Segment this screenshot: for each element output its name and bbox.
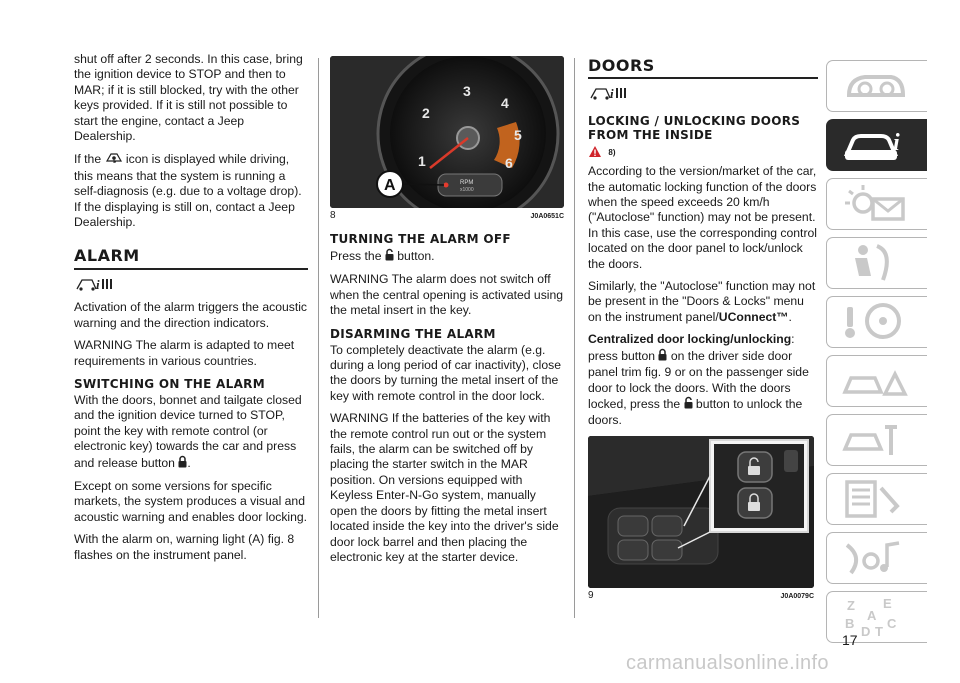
tab-warning-lights[interactable] — [826, 178, 927, 230]
section-heading-alarm: ALARM — [74, 248, 308, 269]
paragraph: WARNING If the batteries of the key with the remote control run out or the system fails, the alarm can be switched off by placing the starter switch in the MAR position. On versions equipped with Keyless Enter-N-Go system, manually open the doors by fitting the metal insert located inside the key into the driver's side door lock barrel and then placing the electronic key at the starter device. — [330, 411, 559, 564]
door-panel-figure — [588, 436, 814, 588]
svg-text:i: i — [893, 130, 900, 156]
warning-triangle-icon — [588, 145, 602, 162]
page-number: 17 — [842, 632, 858, 648]
section-heading-doors: DOORS — [588, 58, 818, 79]
general-info-icon — [588, 85, 818, 105]
dial-number: 2 — [422, 105, 430, 121]
warning-reference: 8) — [588, 145, 818, 162]
figure-caption — [330, 208, 564, 222]
paragraph: WARNING The alarm is adapted to meet requirements in various countries. — [74, 338, 295, 368]
warning-lights-icon — [841, 183, 913, 225]
svg-text:i: i — [96, 276, 100, 292]
rpm-sub-label: x1000 — [460, 187, 474, 193]
figure-code: J0A0079C — [780, 592, 814, 600]
figure-number: 8 — [330, 210, 336, 221]
column-3 — [588, 52, 818, 602]
svg-text:A: A — [867, 608, 877, 623]
dial-number: 1 — [418, 153, 426, 169]
emergency-icon — [841, 360, 913, 402]
lock-icon — [658, 348, 667, 365]
immobilizer-key-icon — [105, 151, 123, 168]
dashboard-icon — [841, 65, 913, 107]
paragraph: If the icon is displayed while driving, this means that the system is running a self-diagnosis (e.g. due to a voltage drop). If the displaying is still on, contact a Jeep Dealership. — [74, 152, 302, 230]
car-info-icon — [841, 124, 913, 166]
tab-service[interactable] — [826, 414, 927, 466]
svg-text:C: C — [887, 616, 897, 631]
instrument-panel-figure — [330, 56, 564, 208]
tab-emergency[interactable] — [826, 355, 927, 407]
dial-number: 6 — [505, 155, 513, 171]
column-1 — [74, 52, 308, 570]
figure-code: J0A0651C — [530, 213, 564, 220]
figure-number: 9 — [588, 589, 594, 601]
svg-text:T: T — [875, 624, 883, 638]
paragraph: Press the button. — [330, 248, 564, 265]
paragraph: Similarly, the "Autoclose" function may not be present in the "Doors & Locks" menu on the instrument panel/UConnect™. — [588, 279, 816, 324]
paragraph: Activation of the alarm triggers the acoustic warning and the direction indicators. — [74, 300, 308, 330]
lock-icon — [178, 455, 187, 472]
service-icon — [841, 419, 913, 461]
tab-car-info[interactable] — [826, 119, 927, 171]
alarm-warning-light — [444, 183, 449, 188]
svg-text:Z: Z — [847, 598, 855, 613]
tab-dashboard[interactable] — [826, 60, 927, 112]
rpm-label: RPM — [460, 180, 474, 186]
subsection-heading-switching-on: SWITCHING ON THE ALARM — [74, 376, 265, 391]
subsection-heading-turning-off: TURNING THE ALARM OFF — [330, 232, 511, 246]
unlock-icon — [684, 396, 693, 413]
subsection-heading-locking: LOCKING / UNLOCKING DOORS FROM THE INSIDE — [588, 113, 801, 142]
chapter-tabs — [826, 60, 930, 650]
paragraph: shut off after 2 seconds. In this case, bring the ignition device to STOP and then to MAR; if it is still blocked, try with the other keys provided. If it is still not possible to start the engine, contact a Jeep Dealership. — [74, 52, 303, 144]
tab-technical-data[interactable] — [826, 473, 927, 525]
svg-text:E: E — [883, 596, 892, 611]
tab-starting-driving[interactable] — [826, 296, 927, 348]
paragraph: WARNING The alarm does not switch off when the central opening is activated using the metal insert in the key. — [330, 272, 564, 318]
column-divider — [574, 58, 575, 618]
paragraph: With the doors, bonnet and tailgate closed and the ignition device turned to STOP, point the key with remote control (or electronic key) towards the car and press and release button . — [74, 393, 308, 472]
technical-data-icon — [841, 478, 913, 520]
paragraph: Centralized door locking/unlocking: press button on the driver side door panel trim fig. 9 or on the passenger side door to lock the doors. With the doors locked, press the button to unlock the doors. — [588, 332, 809, 428]
tab-safety[interactable] — [826, 237, 927, 289]
column-2 — [330, 52, 564, 572]
svg-text:i: i — [610, 86, 614, 102]
unlock-icon — [385, 248, 394, 265]
safety-icon — [841, 242, 913, 284]
dial-number: 3 — [463, 83, 471, 99]
tab-multimedia[interactable] — [826, 532, 927, 584]
dial-number: 5 — [514, 127, 522, 143]
paragraph: Except on some versions for specific markets, the system produces a visual and acoustic warning and enables door locking. — [74, 478, 308, 524]
multimedia-icon — [841, 537, 913, 579]
subsection-heading-disarming: DISARMING THE ALARM — [330, 326, 496, 341]
callout-label: A — [384, 177, 396, 194]
starting-driving-icon — [841, 301, 913, 343]
figure-caption — [588, 588, 814, 602]
svg-text:B: B — [845, 616, 855, 631]
svg-text:D: D — [861, 624, 871, 638]
watermark: carmanualsonline.info — [626, 652, 829, 674]
paragraph: According to the version/market of the car, the automatic locking function of the doors when the speed exceeds 20 km/h ("Autoclose" function) may not be present. In this case, use the corresponding control located on the door panel to lock/unlock the doors. — [588, 164, 817, 271]
paragraph: With the alarm on, warning light (A) fig. 8 flashes on the instrument panel. — [74, 532, 295, 562]
general-info-icon — [74, 276, 308, 296]
paragraph: To completely deactivate the alarm (e.g. during a long period of car inactivity), close the doors by turning the metal insert of the key with remote control in the door lock. — [330, 342, 562, 403]
dial-number: 4 — [501, 95, 509, 111]
column-divider — [318, 58, 319, 618]
